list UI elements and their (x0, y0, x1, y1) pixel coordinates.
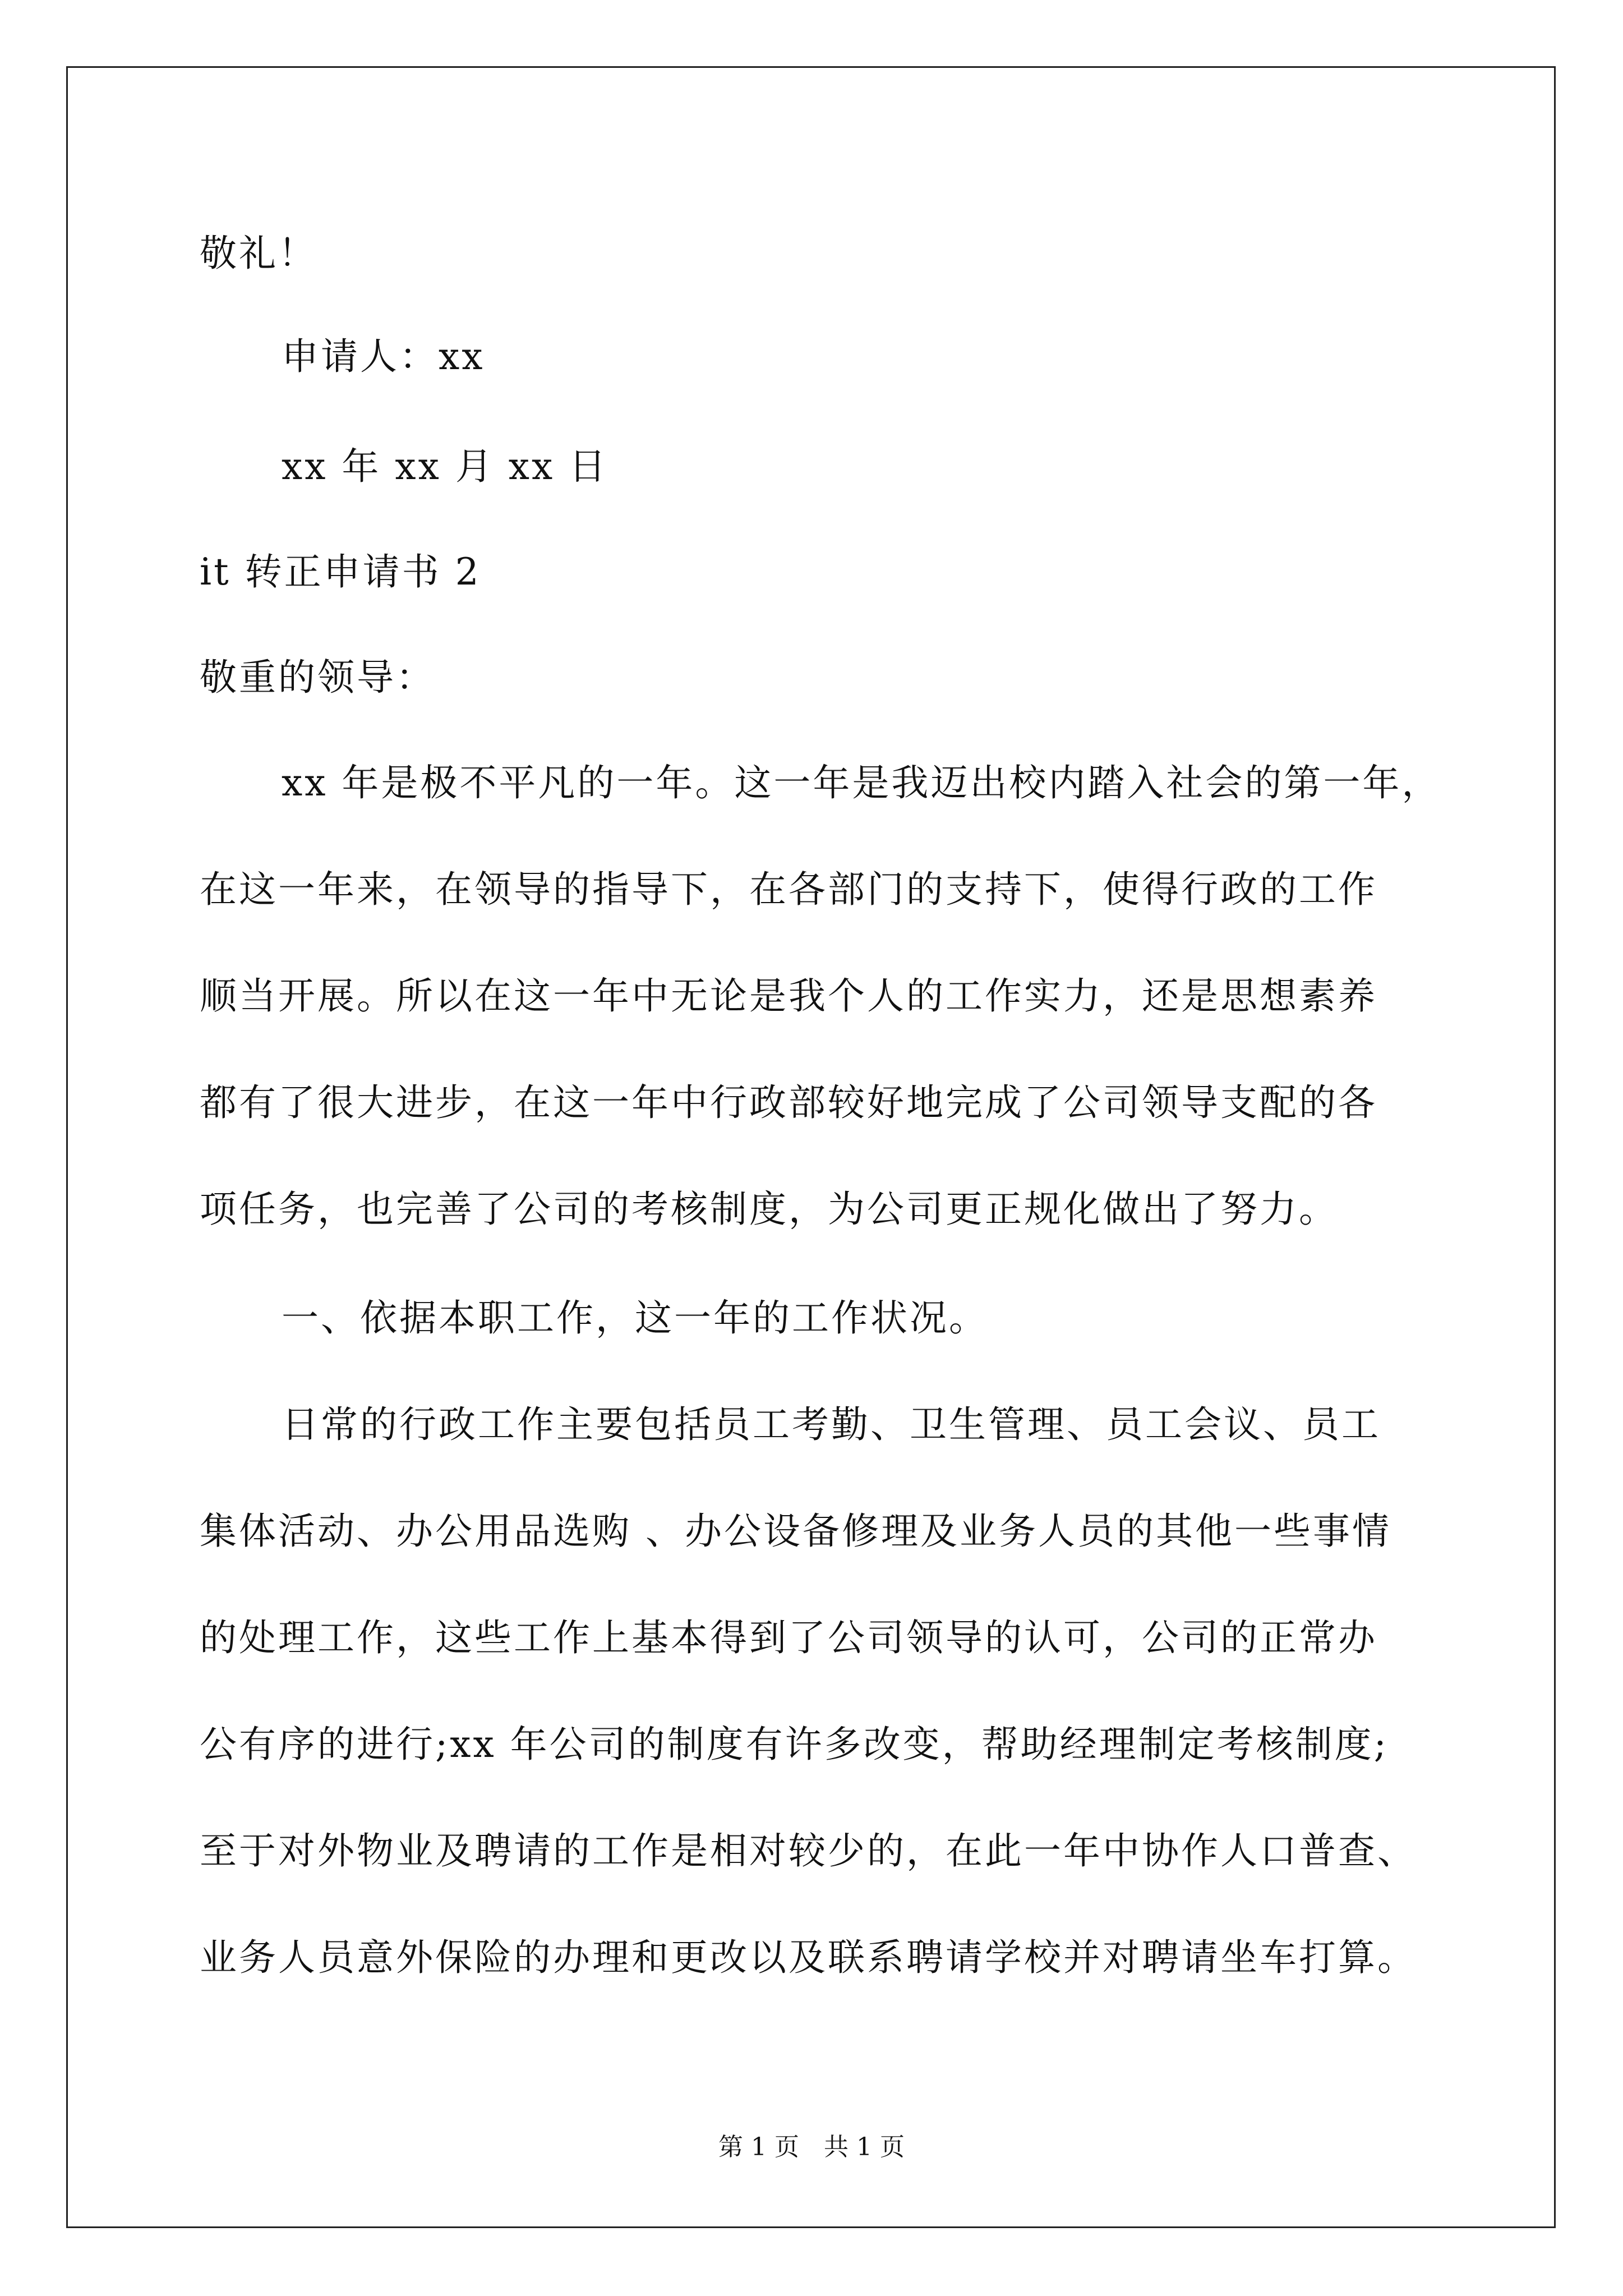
paragraph-line: 在这一年来，在领导的指导下，在各部门的支持下，使得行政的工作 (200, 868, 1377, 911)
paragraph-line: 项任务，也完善了公司的考核制度，为公司更正规化做出了努力。 (200, 1188, 1338, 1231)
paragraph-line: 顺当开展。所以在这一年中无论是我个人的工作实力，还是思想素养 (200, 974, 1377, 1018)
paragraph-line: 日常的行政工作主要包括员工考勤、卫生管理、员工会议、员工 (282, 1403, 1381, 1446)
page-border (66, 66, 1556, 2228)
applicant-line: 申请人：xx (282, 335, 485, 378)
section-heading: 一、依据本职工作，这一年的工作状况。 (282, 1296, 988, 1340)
greeting: 敬重的领导： (200, 656, 435, 699)
paragraph-line: 都有了很大进步，在这一年中行政部较好地完成了公司领导支配的各 (200, 1081, 1377, 1124)
paragraph-line: xx 年是极不平凡的一年。这一年是我迈出校内踏入社会的第一年， (282, 761, 1441, 804)
page-footer: 第 1 页 共 1 页 (718, 2133, 905, 2161)
paragraph-line: 至于对外物业及聘请的工作是相对较少的，在此一年中协作人口普查、 (200, 1829, 1417, 1872)
date-line: xx 年 xx 月 xx 日 (282, 445, 608, 488)
paragraph-line: 公有序的进行;xx 年公司的制度有许多改变，帮助经理制定考核制度; (200, 1723, 1389, 1766)
paragraph-line: 集体活动、办公用品选购 、办公设备修理及业务人员的其他一些事情 (200, 1510, 1391, 1553)
section-title: it 转正申请书 2 (200, 550, 481, 593)
paragraph-line: 业务人员意外保险的办理和更改以及联系聘请学校并对聘请坐车打算。 (200, 1936, 1417, 1979)
closing-salutation: 敬礼！ (200, 232, 317, 275)
paragraph-line: 的处理工作，这些工作上基本得到了公司领导的认可，公司的正常办 (200, 1616, 1377, 1659)
